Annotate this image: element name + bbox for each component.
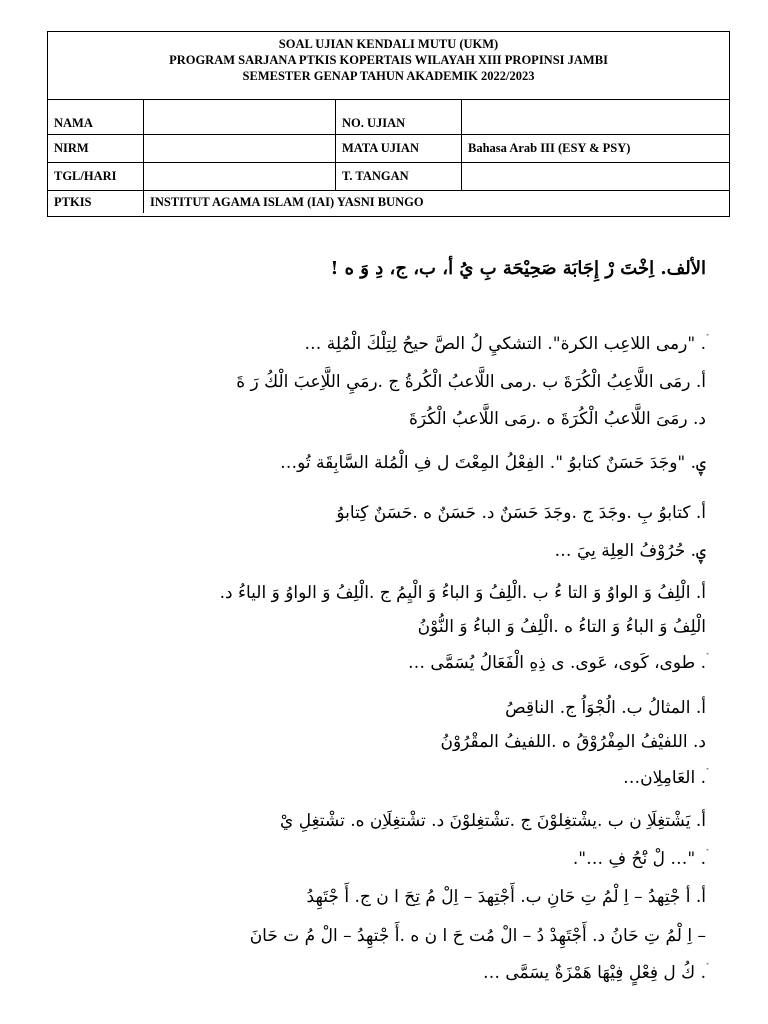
row-tgl <box>48 163 729 191</box>
question-3-options-line1: أ. الْلِفُ وَ الواوُ وَ التا ءُ ب .الْلِفُ وَ الباءُ وَ الْيِمُ ج .الْلِفُ وَ الواوُ وَ الياءُ د. <box>219 583 706 603</box>
question-1-options-line1: أ. رمَى اللَّاعِبُ الْكُرَةَ ب .رمى اللَّاعبُ الْكُرةُ ج .رمَيِ اللَّاِعبَ الْكُ رَ ةَ <box>236 372 706 392</box>
tgl-hari-label: TGL/HARI <box>48 163 144 190</box>
question-3-stem: ۑ. حُرُوْفُ العِلِة ىِيَ … <box>554 541 706 561</box>
question-6-stem: ۛ. "… لْ نَْحُ فِ …". <box>572 849 706 869</box>
row-nama <box>48 100 729 135</box>
nirm-field[interactable] <box>144 135 336 162</box>
header-title-line1: SOAL UJIAN KENDALI MUTU (UKM) <box>278 37 499 51</box>
question-2-stem: ۑ. "وجَدَ حَسَنٌ كتابوُ ". الفِعْلُ المِعْتَ ل فِ الْمُلة السَّابِقَة تُو… <box>280 453 706 473</box>
question-6-options-line2: – اِ لْمُ تِ حَانُ د. أَجْتَهِدْ دُ – الْ مُت حَ ا ن ه .أَ جْتهِدُ – الْ مُ ت حَانَ <box>249 926 706 946</box>
instruction-line: الألف. اِخْتَ رْ إِجَابَة صَحِيْحَة بِ يُ أ، ب، ج، دِ وَ ه ! <box>330 258 706 279</box>
nirm-label: NIRM <box>48 135 144 162</box>
mata-ujian-label: MATA UJIAN <box>336 135 462 162</box>
nama-label: NAMA <box>48 100 144 134</box>
nama-field[interactable] <box>144 100 336 134</box>
question-4-options-line2: د. اللفيْفُ المِفْرُوْقُ ه .اللفيفُ المقْرُوْنُ <box>440 732 706 752</box>
no-ujian-field[interactable] <box>462 100 729 134</box>
header-title-line2: PROGRAM SARJANA PTKIS KOPERTAIS WILAYAH XIII PROPINSI JAMBI <box>169 53 608 67</box>
ptkis-label: PTKIS <box>48 191 144 213</box>
question-5-stem: ۛ. العَامِلِان… <box>623 768 706 788</box>
no-ujian-label: NO. UJIAN <box>336 100 462 134</box>
question-1-options-line2: د. رمَىَ اللَّاعبُ الْكُرَةَ ه .رمَى اللَّاعبُ الْكُرَةَ <box>408 409 706 429</box>
question-2-options-line1: أ. كتابوُ بِ .وجَدَ ج .وجَدَ حَسَنٌ د. حَسَنٌ ه .حَسَنٌ كِتابوُ <box>336 503 706 523</box>
row-nirm <box>48 135 729 163</box>
question-1-stem: ۛ. "رمى اللاعِب الكرة". التشكيِ لُ الصَّ حيحُ لِتِلْكَ الْمُلِة … <box>304 334 706 354</box>
question-7-stem: ۛ. كُ ل فِعْلٍ فِيْهَا هَمْزَةٌ يسَمَّى … <box>482 963 706 983</box>
question-4-stem: ۛ. طوى، كَوى، عَوى. ى ذِهِ الْفَعَالُ يُسَمَّى … <box>408 653 706 673</box>
tgl-hari-field[interactable] <box>144 163 336 190</box>
question-4-options-line1: أ. المثالُ ب. الُجْوَاُ ج. الناقِصُ <box>505 698 706 718</box>
tanda-tangan-field[interactable] <box>462 163 729 190</box>
question-6-options-line1: أ. أ جْتِهدُ – اِ لْمُ تِ حَانِ ب. أَجْتِهدَ – اِلْ مُ تِحَ ا ن ج. أَ جْتَهِدُ <box>306 887 706 907</box>
row-ptkis <box>48 191 729 213</box>
question-3-options-line2: الْلِفُ وَ الباءُ وَ التاءُ ه .الْلِفُ وَ الباءُ وَ النُّوْنُ <box>417 617 706 637</box>
header-title-block <box>48 32 729 100</box>
exam-header-table <box>47 31 730 217</box>
question-5-options-line1: أ. يَشْتغِلَاِ ن ب .يشْتغِلوْنَ ج .تشْتغِلوْنَ د. تشْتغِلَاِن ه. تشْتغِلِ يْ <box>279 811 706 831</box>
mata-ujian-value: Bahasa Arab III (ESY & PSY) <box>468 141 631 155</box>
header-title-line3: SEMESTER GENAP TAHUN AKADEMIK 2022/2023 <box>242 69 535 83</box>
ptkis-value: INSTITUT AGAMA ISLAM (IAI) YASNI BUNGO <box>150 194 424 209</box>
tanda-tangan-label: T. TANGAN <box>336 163 462 190</box>
